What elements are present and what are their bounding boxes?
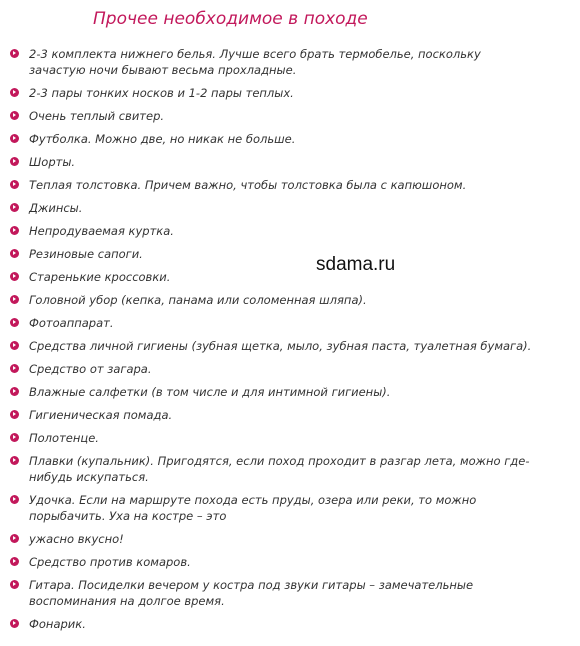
list-item	[0, 384, 580, 400]
list-item-text: Плавки (купальник). Пригодятся, если поход проходит в разгар лета, можно где-нибудь искупаться.	[29, 454, 530, 484]
list-item	[0, 531, 580, 547]
list-item-text: Полотенце.	[29, 431, 99, 445]
list-item-text: Головной убор (кепка, панама или соломенная шляпа).	[29, 293, 367, 307]
list-item	[0, 616, 580, 632]
list-item	[0, 407, 580, 423]
bullet-arrow-icon	[10, 249, 19, 258]
list-item	[0, 85, 580, 101]
checklist	[0, 46, 580, 639]
list-item-text: Удочка. Если на маршруте похода есть пруды, озера или реки, то можно порыбачить. Уха на костре – это	[29, 493, 477, 523]
bullet-arrow-icon	[10, 580, 19, 589]
bullet-arrow-icon	[10, 410, 19, 419]
list-item	[0, 46, 543, 78]
list-item	[0, 577, 543, 609]
list-item-text: Резиновые сапоги.	[29, 247, 143, 261]
bullet-arrow-icon	[10, 387, 19, 396]
bullet-arrow-icon	[10, 364, 19, 373]
page-title: Прочее необходимое в походе	[93, 9, 368, 29]
bullet-arrow-icon	[10, 226, 19, 235]
bullet-arrow-icon	[10, 456, 19, 465]
bullet-arrow-icon	[10, 534, 19, 543]
list-item-text: Влажные салфетки (в том числе и для интимной гигиены).	[29, 385, 391, 399]
list-item	[0, 269, 580, 285]
list-item-text: Средства личной гигиены (зубная щетка, мыло, зубная паста, туалетная бумага).	[29, 339, 532, 353]
list-item	[0, 246, 580, 262]
list-item-text: Гигиеническая помада.	[29, 408, 173, 422]
list-item-text: Непродуваемая куртка.	[29, 224, 174, 238]
list-item	[0, 154, 580, 170]
list-item-text: Теплая толстовка. Причем важно, чтобы толстовка была с капюшоном.	[29, 178, 467, 192]
bullet-arrow-icon	[10, 88, 19, 97]
list-item	[0, 430, 580, 446]
bullet-arrow-icon	[10, 111, 19, 120]
list-item	[0, 315, 580, 331]
list-item	[0, 492, 553, 524]
list-item	[0, 223, 580, 239]
bullet-arrow-icon	[10, 295, 19, 304]
list-item-text: Фотоаппарат.	[29, 316, 114, 330]
watermark: sdama.ru	[316, 254, 396, 275]
bullet-arrow-icon	[10, 495, 19, 504]
list-item	[0, 131, 580, 147]
list-item-text: Средство против комаров.	[29, 555, 191, 569]
list-item-text: Футболка. Можно две, но никак не больше.	[29, 132, 296, 146]
bullet-arrow-icon	[10, 272, 19, 281]
list-item-text: Джинсы.	[29, 201, 83, 215]
bullet-arrow-icon	[10, 157, 19, 166]
list-item-text: 2-3 пары тонких носков и 1-2 пары теплых.	[29, 86, 294, 100]
bullet-arrow-icon	[10, 134, 19, 143]
list-item	[0, 361, 580, 377]
list-item-text: Фонарик.	[29, 617, 86, 631]
list-item-text: Очень теплый свитер.	[29, 109, 165, 123]
list-item-text: Шорты.	[29, 155, 76, 169]
list-item-text: Старенькие кроссовки.	[29, 270, 171, 284]
list-item-text: 2-3 комплекта нижнего белья. Лучше всего брать термобелье, поскольку зачастую ночи бывают весьма прохладные.	[29, 47, 481, 77]
bullet-arrow-icon	[10, 180, 19, 189]
list-item-text: Средство от загара.	[29, 362, 152, 376]
list-item	[0, 292, 580, 308]
list-item	[0, 200, 580, 216]
list-item-text: Гитара. Посиделки вечером у костра под звуки гитары – замечательные воспоминания на долгое время.	[29, 578, 474, 608]
bullet-arrow-icon	[10, 557, 19, 566]
list-item	[0, 554, 580, 570]
list-item-text: ужасно вкусно!	[29, 532, 124, 546]
bullet-arrow-icon	[10, 318, 19, 327]
bullet-arrow-icon	[10, 341, 19, 350]
bullet-arrow-icon	[10, 619, 19, 628]
bullet-arrow-icon	[10, 433, 19, 442]
list-item	[0, 453, 573, 485]
list-item	[0, 108, 580, 124]
list-item	[0, 177, 580, 193]
bullet-arrow-icon	[10, 49, 19, 58]
bullet-arrow-icon	[10, 203, 19, 212]
list-item	[0, 338, 580, 354]
